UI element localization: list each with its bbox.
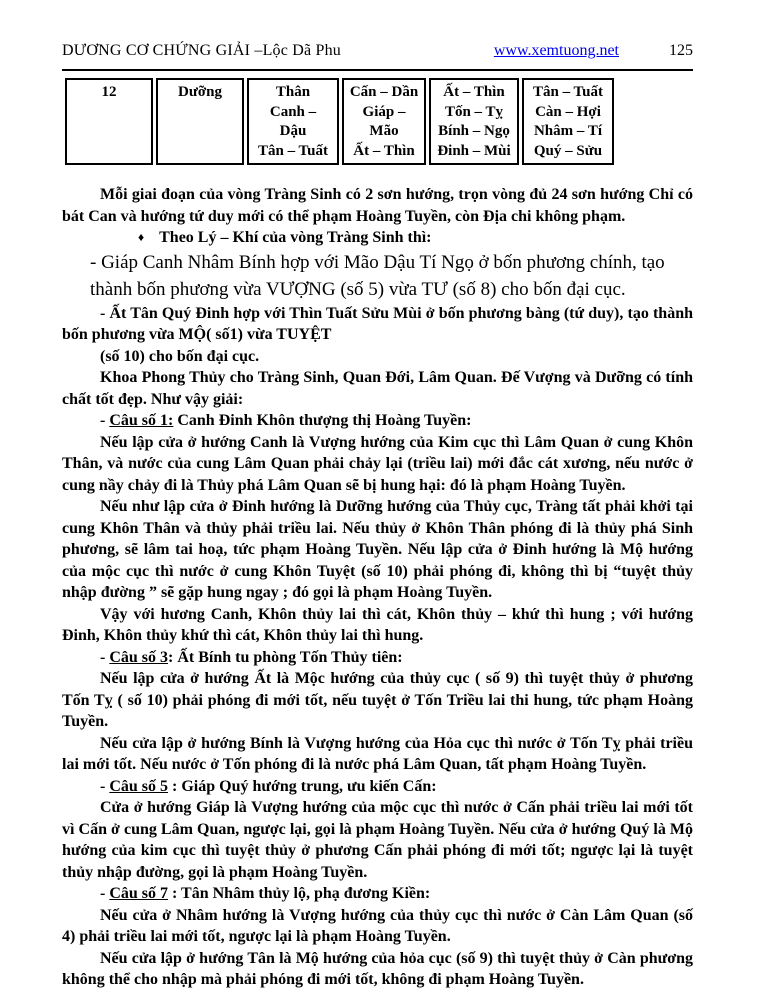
cell-text: Giáp – (362, 103, 406, 120)
para-cau7-b: Nếu cửa lập ở hướng Tân là Mộ hướng của hỏa cục (số 9) thì tuyệt thủy ở Càn phương không thể cho nhập mà phải phóng đi mới tốt, không đi phạm Hoàng Tuyền. (62, 949, 693, 988)
cell-text: Tân – Tuất (532, 84, 604, 100)
table-cell-group-4 (522, 78, 614, 165)
bullet-text: Theo Lý – Khí của vòng Tràng Sinh thì: (159, 229, 432, 246)
dash-prefix: - (100, 885, 110, 902)
cell-text: 12 (101, 84, 117, 100)
heading-cau-so-5 (62, 776, 693, 798)
trang-sinh-table (62, 78, 617, 165)
website-link[interactable]: www.xemtuong.net (493, 42, 619, 59)
book-title: DƯƠNG CƠ CHỨNG GIẢI –Lộc Dã Phu (62, 42, 342, 59)
cau-rest: : Giáp Quý hướng trung, ưu kiến Cấn: (168, 777, 437, 795)
cell-text: Đinh – Mùi (437, 142, 511, 159)
cell-text: Tốn – Tỵ (444, 103, 504, 120)
cau-rest: : Tân Nhâm thủy lộ, phạ đương Kiền: (168, 885, 431, 902)
cell-text: Cấn – Dần (349, 84, 419, 100)
para-giap-canh: - Giáp Canh Nhâm Bính hợp với Mão Dậu Tí Ngọ ở bốn phương chính, tạo thành bốn phương vừa VƯỢNG (số 5) vừa TƯ (số 8) cho bốn đại cục. (90, 251, 665, 300)
table-cell-group-3 (429, 78, 519, 165)
para-cau5-a: Cửa ở hướng Giáp là Vượng hướng của mộc cục thì nước ở Cấn phải triều lai mới tốt vì Cấn ở cung Lâm Quan, ngược lại, gọi là phạm Hoàng Tuyền. Nếu cửa ở hướng Quý là Mộ hướng của kim cục thì tuyệt thủy ở phương Cấn phải phóng đi mới tốt; ngược lại là tuyệt thủy nhập đường, gọi là phạm Hoàng Tuyền. (62, 799, 693, 881)
table-cell-group-2 (342, 78, 426, 165)
heading-cau-so-1 (62, 410, 693, 432)
body-text (62, 184, 693, 990)
page-header (62, 42, 693, 71)
heading-cau-so-7 (62, 883, 693, 905)
cell-text: Dậu (279, 123, 307, 139)
bullet-item (62, 227, 693, 249)
cell-text: Ất – Thìn (443, 84, 505, 100)
table-cell-stage-name (156, 78, 244, 165)
cell-text: Quý – Sửu (533, 142, 603, 159)
dash-prefix: - (100, 777, 110, 795)
heading-cau-so-3 (62, 647, 693, 669)
para-cau3-a: Nếu lập cửa ở hướng Ất là Mộc hướng của thủy cục ( số 9) thì tuyệt thủy ở phương Tốn Tỵ ( số 10) phải phóng đi mới tốt, nếu tuyệt ở Tốn Triều lai thi hung, tức phạm Hoàng Tuyền. (62, 670, 693, 730)
page-number: 125 (669, 42, 693, 59)
cau-label: Câu số 3 (109, 648, 169, 666)
para-cau1-c: Vậy với hương Canh, Khôn thủy lai thì cát, Khôn thủy – khứ thì hung ; với hướng Đinh, Khôn thủy khứ thì cát, Khôn thủy lai thì hung. (62, 605, 693, 644)
para-at-tan: - Ất Tân Quý Đinh hợp với Thìn Tuất Sửu Mùi ở bốn phương bàng (tứ duy), tạo thành bốn phương vừa MỘ( số1) vừa TUYỆT (62, 304, 693, 343)
cell-text: Thân (275, 84, 311, 100)
para-cau3-b: Nếu cửa lập ở hướng Bính là Vượng hướng của Hỏa cục thì nước ở Tốn Tỵ phải triều lai mới tốt. Nếu nước ở Tốn phóng đi là nước phá Lâm Quan, tất phạm Hoàng Tuyền. (62, 734, 693, 773)
cau-rest: : Ất Bính tu phòng Tốn Thủy tiên: (168, 648, 403, 666)
para-cau1-a: Nếu lập cửa ở hướng Canh là Vượng hướng của Kim cục thì Lâm Quan ở cung Khôn Thân, và nước của cung Lâm Quan phải chảy lại (triều lai) mới đắc cát xương, nếu nước ở cung nầy chảy đi là Thủy phá Lâm Quan sẽ bị hung hại: đó là phạm Hoàng Tuyền. (62, 433, 693, 494)
para-cau1-b: Nếu như lập cửa ở Đinh hướng là Dưỡng hướng của Thủy cục, Tràng tất phải khởi tại cung Khôn Thân và thủy phải triều lai. Nếu thủy ở Khôn Thân phóng đi là thủy phá Sinh phương, sẽ lâm tai hoạ, tức phạm Hoàng Tuyền. Nếu lập cửa ở Đinh hướng là Mộ hướng của mộc cục thì nước ở cung Khôn Tuyệt (số 10) phải phóng đi, không thì bị “tuyệt thủy nhập đường ” sẽ gặp hung ngay ; đó gọi là phạm Hoàng Tuyền. (62, 498, 693, 601)
table-cell-group-1 (247, 78, 339, 165)
cau-label: Câu số 5 (109, 777, 169, 795)
diamond-bullet-icon: ♦ (138, 230, 145, 244)
para-cau7-a: Nếu cửa ở Nhâm hướng là Vượng hướng của thủy cục thì nước ở Càn Lâm Quan (số 4) phải triều lai mới tốt, ngược lại là phạm Hoàng Tuyền. (62, 906, 693, 945)
cell-text: Dưỡng (178, 84, 222, 100)
para-khoa-phong-thuy: Khoa Phong Thủy cho Tràng Sinh, Quan Đới, Lâm Quan. Đế Vượng và Dưỡng có tính chất tốt đẹp. Như vậy giải: (62, 369, 693, 408)
cau-label: Câu số 7 (109, 885, 169, 902)
dash-prefix: - (100, 648, 110, 666)
table-cell-stage-number (65, 78, 153, 165)
cell-text: Canh – (269, 103, 317, 120)
cell-text: Mão (369, 123, 399, 139)
table-row (65, 78, 614, 165)
cell-text: Càn – Hợi (535, 103, 601, 120)
para-so-10: (số 10) cho bốn đại cục. (100, 347, 260, 365)
cell-text: Bính – Ngọ (438, 123, 510, 139)
cell-text: Nhâm – Tí (533, 123, 603, 139)
cell-text: Ất – Thìn (353, 142, 415, 159)
cau-label: Câu số 1: (109, 412, 174, 429)
cell-text: Tân – Tuất (257, 142, 329, 159)
para-intro: Mỗi giai đoạn của vòng Tràng Sinh có 2 sơn hướng, trọn vòng đủ 24 sơn hướng Chỉ có bát Can và hướng tứ duy mới có thể phạm Hoàng Tuyền, còn Địa chi không phạm. (62, 186, 693, 225)
dash-prefix: - (100, 412, 110, 429)
cau-rest: Canh Đinh Khôn thượng thị Hoàng Tuyền: (173, 412, 472, 429)
